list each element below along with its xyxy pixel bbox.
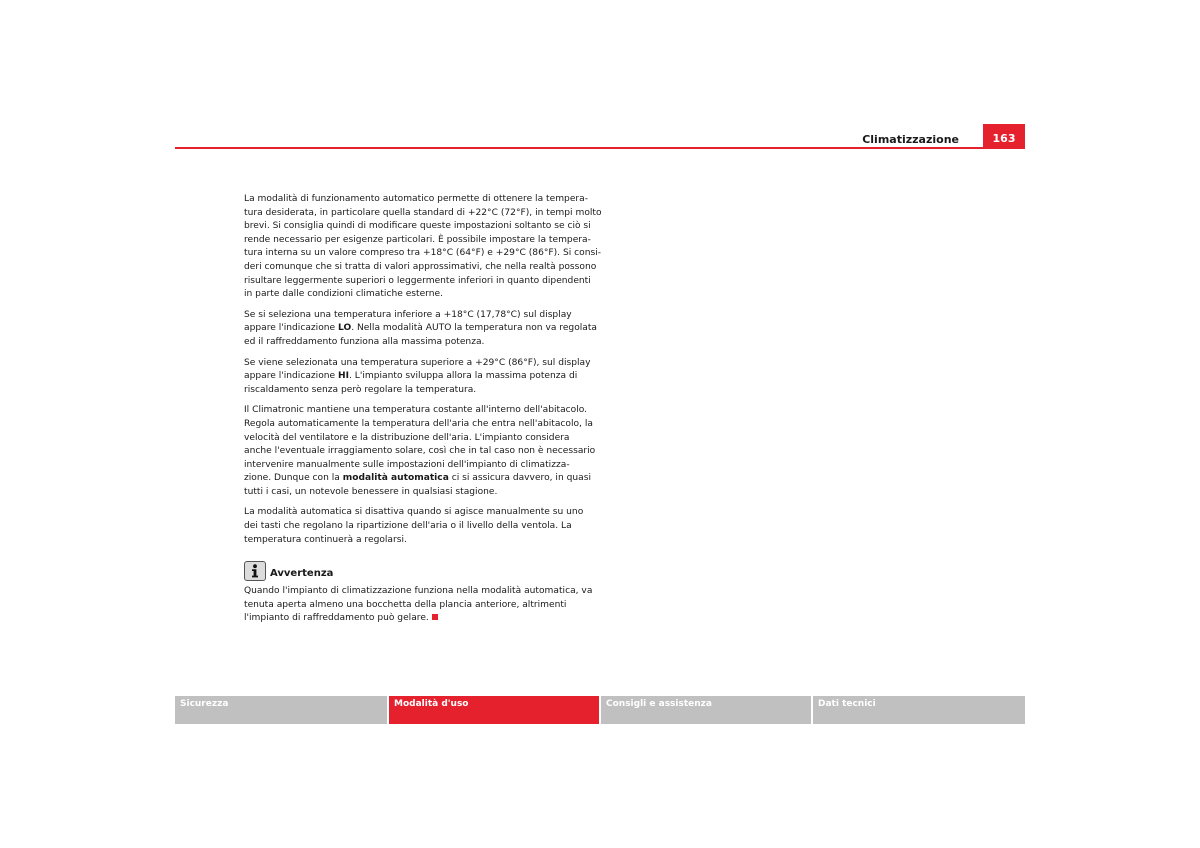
text-line xyxy=(244,612,594,626)
text-line: ed il raffreddamento funziona alla massima potenza. xyxy=(244,336,485,347)
text-line xyxy=(244,472,589,486)
paragraph-deactivation xyxy=(244,506,589,547)
lo-indicator-label: LO xyxy=(338,323,352,334)
hi-indicator-label: HI xyxy=(338,371,350,382)
section-title: Climatizzazione xyxy=(862,133,959,146)
text-line: intervenire manualmente sulle impostazioni dell'impianto di climatizza- xyxy=(244,459,570,470)
text-line: temperatura continuerà a regolarsi. xyxy=(244,534,407,545)
main-text xyxy=(244,193,602,554)
text-run: . L'impianto sviluppa allora la massima potenza di xyxy=(349,371,578,382)
text-run: appare l'indicazione xyxy=(244,323,339,334)
paragraph-climatronic xyxy=(244,404,596,499)
text-line: risultare leggermente superiori o leggermente inferiori in quanto dipendenti xyxy=(244,275,591,286)
info-glyph xyxy=(249,564,261,578)
footer-tab-modalita-uso[interactable]: Modalità d'uso xyxy=(389,696,599,724)
text-line: La modalità di funzionamento automatico permette di ottenere la tempera- xyxy=(244,194,589,204)
warning-title: Avvertenza xyxy=(270,568,334,579)
text-line: dei tasti che regolano la ripartizione dell'aria o il livello della ventola. La xyxy=(244,521,572,532)
text-run: appare l'indicazione xyxy=(244,371,339,382)
text-line: tenuta aperta almeno una bocchetta della plancia anteriore, altrimenti xyxy=(244,599,567,610)
text-run: l'impianto di raffreddamento può gelare. xyxy=(244,613,429,624)
text-line: Se si seleziona una temperatura inferiore a +18°C (17,78°C) sul display xyxy=(244,309,572,320)
paragraph-hi-indicator xyxy=(244,357,589,398)
warning-header xyxy=(244,561,594,581)
text-line: Se viene selezionata una temperatura superiore a +29°C (86°F), sul display xyxy=(244,357,591,368)
warning-note xyxy=(244,561,594,626)
text-line: Quando l'impianto di climatizzazione funziona nella modalità automatica, va xyxy=(244,586,593,596)
text-line: deri comunque che si tratta di valori approssimativi, che nella realtà possono xyxy=(244,261,597,272)
footer-tab-consigli-assistenza[interactable]: Consigli e assistenza xyxy=(601,696,811,724)
text-line: riscaldamento senza però regolare la temperatura. xyxy=(244,384,477,395)
footer-tab-dati-tecnici[interactable]: Dati tecnici xyxy=(813,696,1025,724)
text-line: anche l'eventuale irraggiamento solare, così che in tal caso non è necessario xyxy=(244,446,596,457)
footer-tab-sicurezza[interactable]: Sicurezza xyxy=(175,696,387,724)
text-line: tura desiderata, in particolare quella standard di +22°C (72°F), in tempi molto xyxy=(244,207,602,218)
text-line xyxy=(244,322,597,336)
text-line: velocità del ventilatore e la distribuzione dell'aria. L'impianto considera xyxy=(244,432,570,443)
text-run: zione. Dunque con la xyxy=(244,473,343,484)
paragraph-lo-indicator xyxy=(244,309,597,350)
paragraph-automatic-mode xyxy=(244,193,602,302)
warning-text xyxy=(244,585,594,626)
text-line: tutti i casi, un notevole benessere in qualsiasi stagione. xyxy=(244,486,498,497)
text-line: tura interna su un valore compreso tra +18°C (64°F) e +29°C (86°F). Si consi- xyxy=(244,248,602,259)
page-number: 163 xyxy=(983,124,1025,148)
automatic-mode-emphasis: modalità automatica xyxy=(342,473,449,484)
text-line: brevi. Si consiglia quindi di modificare queste impostazioni soltanto se ciò si xyxy=(244,221,591,232)
text-line: in parte dalle condizioni climatiche esterne. xyxy=(244,289,444,300)
end-of-section-marker xyxy=(432,614,438,620)
text-line: La modalità automatica si disattiva quando si agisce manualmente su uno xyxy=(244,507,584,518)
text-line: Il Climatronic mantiene una temperatura costante all'interno dell'abitacolo. xyxy=(244,405,588,416)
text-run: ci si assicura davvero, in quasi xyxy=(448,473,591,484)
text-line xyxy=(244,370,589,384)
text-run: . Nella modalità AUTO la temperatura non va regolata xyxy=(351,323,597,334)
text-line: rende necessario per esigenze particolari. È possibile impostare la tempera- xyxy=(244,234,591,245)
text-line: Regola automaticamente la temperatura dell'aria che entra nell'abitacolo, la xyxy=(244,418,593,429)
header-divider xyxy=(175,147,1025,149)
info-icon xyxy=(244,561,266,581)
